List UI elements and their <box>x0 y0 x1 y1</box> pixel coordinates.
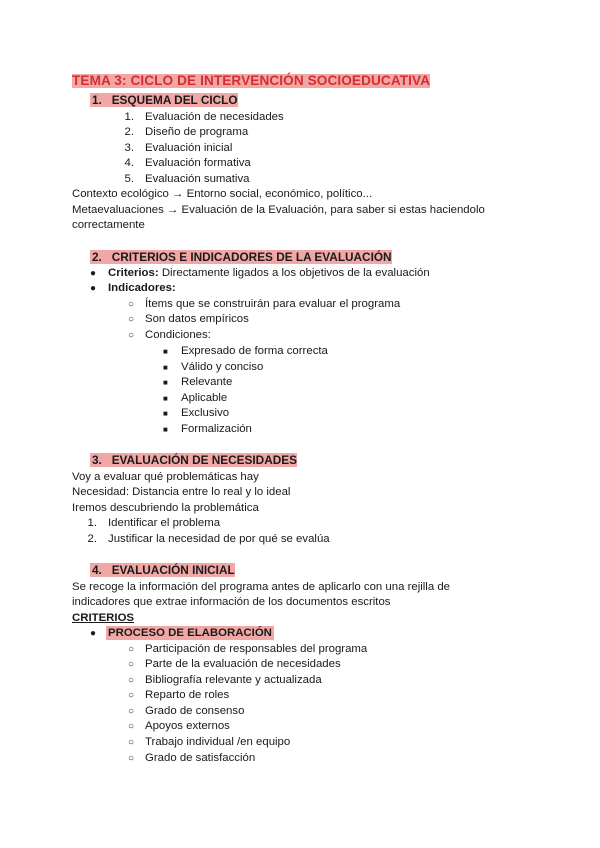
section-3-heading <box>90 453 297 467</box>
proceso-item: Grado de consenso <box>145 705 245 717</box>
list-item: Evaluación formativa <box>145 157 251 169</box>
bullet-circle-icon: ○ <box>128 753 135 764</box>
list-item: Diseño de programa <box>145 126 249 138</box>
proceso-item: Apoyos externos <box>145 720 230 732</box>
section-2-title: CRITERIOS E INDICADORES DE LA EVALUACIÓN <box>111 250 392 264</box>
bullet-circle-icon: ○ <box>128 330 135 341</box>
section-1-heading <box>90 93 238 107</box>
section-1-number: 1. <box>92 93 102 107</box>
section-4-number: 4. <box>92 563 102 577</box>
condition-item: Aplicable <box>181 392 228 404</box>
bullet-circle-icon: ○ <box>128 737 135 748</box>
section-4-paragraph-line-1: Se recoge la información del programa antes de aplicarlo con una rejilla de <box>72 581 451 593</box>
section-1-title: ESQUEMA DEL CICLO <box>111 93 238 107</box>
meta-line-1: Metaevaluaciones → Evaluación de la Evaluación, para saber si estas haciendolo <box>72 204 485 216</box>
list-number: 5. <box>124 173 134 185</box>
proceso-item: Grado de satisfacción <box>145 752 256 764</box>
bullet-square-icon: ■ <box>163 394 168 403</box>
document-title: TEMA 3: CICLO DE INTERVENCIÓN SOCIOEDUCATIVA <box>72 73 431 88</box>
bullet-square-icon: ■ <box>163 363 168 372</box>
bullet-square-icon: ■ <box>163 347 168 356</box>
condition-item: Válido y conciso <box>181 361 264 373</box>
list-item: Evaluación de necesidades <box>145 111 284 123</box>
section-4-title: EVALUACIÓN INICIAL <box>111 563 235 577</box>
bullet-circle-icon: ○ <box>128 644 135 655</box>
section-3-title: EVALUACIÓN DE NECESIDADES <box>111 453 297 467</box>
proceso-item: Trabajo individual /en equipo <box>145 736 291 748</box>
bullet-square-icon: ■ <box>163 425 168 434</box>
section-2-heading <box>90 250 392 264</box>
list-number: 2. <box>124 126 134 138</box>
section-4-heading <box>90 563 235 577</box>
condition-item: Expresado de forma correcta <box>181 345 328 357</box>
section-3-line: Iremos descubriendo la problemática <box>72 502 259 514</box>
proceso-item: Bibliografía relevante y actualizada <box>145 674 322 686</box>
criterios-text: Directamente ligados a los objetivos de la evaluación <box>161 267 430 279</box>
section-2-number: 2. <box>92 250 102 264</box>
bullet-circle-icon: ○ <box>128 659 135 670</box>
list-item: Evaluación inicial <box>145 142 233 154</box>
bullet-disc-icon: ● <box>90 283 97 294</box>
criterios-subheading: CRITERIOS <box>72 612 135 624</box>
section-4-paragraph-line-2: indicadores que extrae información de los documentos escritos <box>72 596 391 608</box>
proceso-item: Reparto de roles <box>145 689 230 701</box>
list-number: 3. <box>124 142 134 154</box>
condition-item: Formalización <box>181 423 252 435</box>
section-3-number: 3. <box>92 453 102 467</box>
list-number: 1. <box>87 517 97 529</box>
proceso-item: Parte de la evaluación de necesidades <box>145 658 341 670</box>
criterios-label: Criterios: <box>108 267 159 279</box>
bullet-disc-icon: ● <box>90 628 97 639</box>
list-item: Justificar la necesidad de por qué se evalúa <box>108 533 330 545</box>
criterios-line <box>108 266 430 280</box>
list-item: Evaluación sumativa <box>145 173 250 185</box>
section-3-line: Voy a evaluar qué problemáticas hay <box>72 471 259 483</box>
bullet-square-icon: ■ <box>163 378 168 387</box>
bullet-circle-icon: ○ <box>128 706 135 717</box>
proceso-label: PROCESO DE ELABORACIÓN <box>108 627 272 639</box>
list-number: 4. <box>124 157 134 169</box>
list-number: 1. <box>124 111 134 123</box>
context-line: Contexto ecológico → Entorno social, económico, político... <box>72 188 373 200</box>
bullet-disc-icon: ● <box>90 268 97 279</box>
proceso-item: Participación de responsables del programa <box>145 643 368 655</box>
bullet-circle-icon: ○ <box>128 690 135 701</box>
indicator-subitem: Son datos empíricos <box>145 313 249 325</box>
list-number: 2. <box>87 533 97 545</box>
indicator-subitem: Ítems que se construirán para evaluar el programa <box>145 298 401 310</box>
list-item: Identificar el problema <box>108 517 221 529</box>
bullet-circle-icon: ○ <box>128 314 135 325</box>
indicadores-label: Indicadores: <box>108 282 176 294</box>
section-3-line: Necesidad: Distancia entre lo real y lo ideal <box>72 486 291 498</box>
bullet-circle-icon: ○ <box>128 299 135 310</box>
bullet-circle-icon: ○ <box>128 675 135 686</box>
bullet-circle-icon: ○ <box>128 721 135 732</box>
indicator-subitem: Condiciones: <box>145 329 211 341</box>
condition-item: Relevante <box>181 376 233 388</box>
meta-line-2: correctamente <box>72 219 145 231</box>
condition-item: Exclusivo <box>181 407 230 419</box>
bullet-square-icon: ■ <box>163 409 168 418</box>
